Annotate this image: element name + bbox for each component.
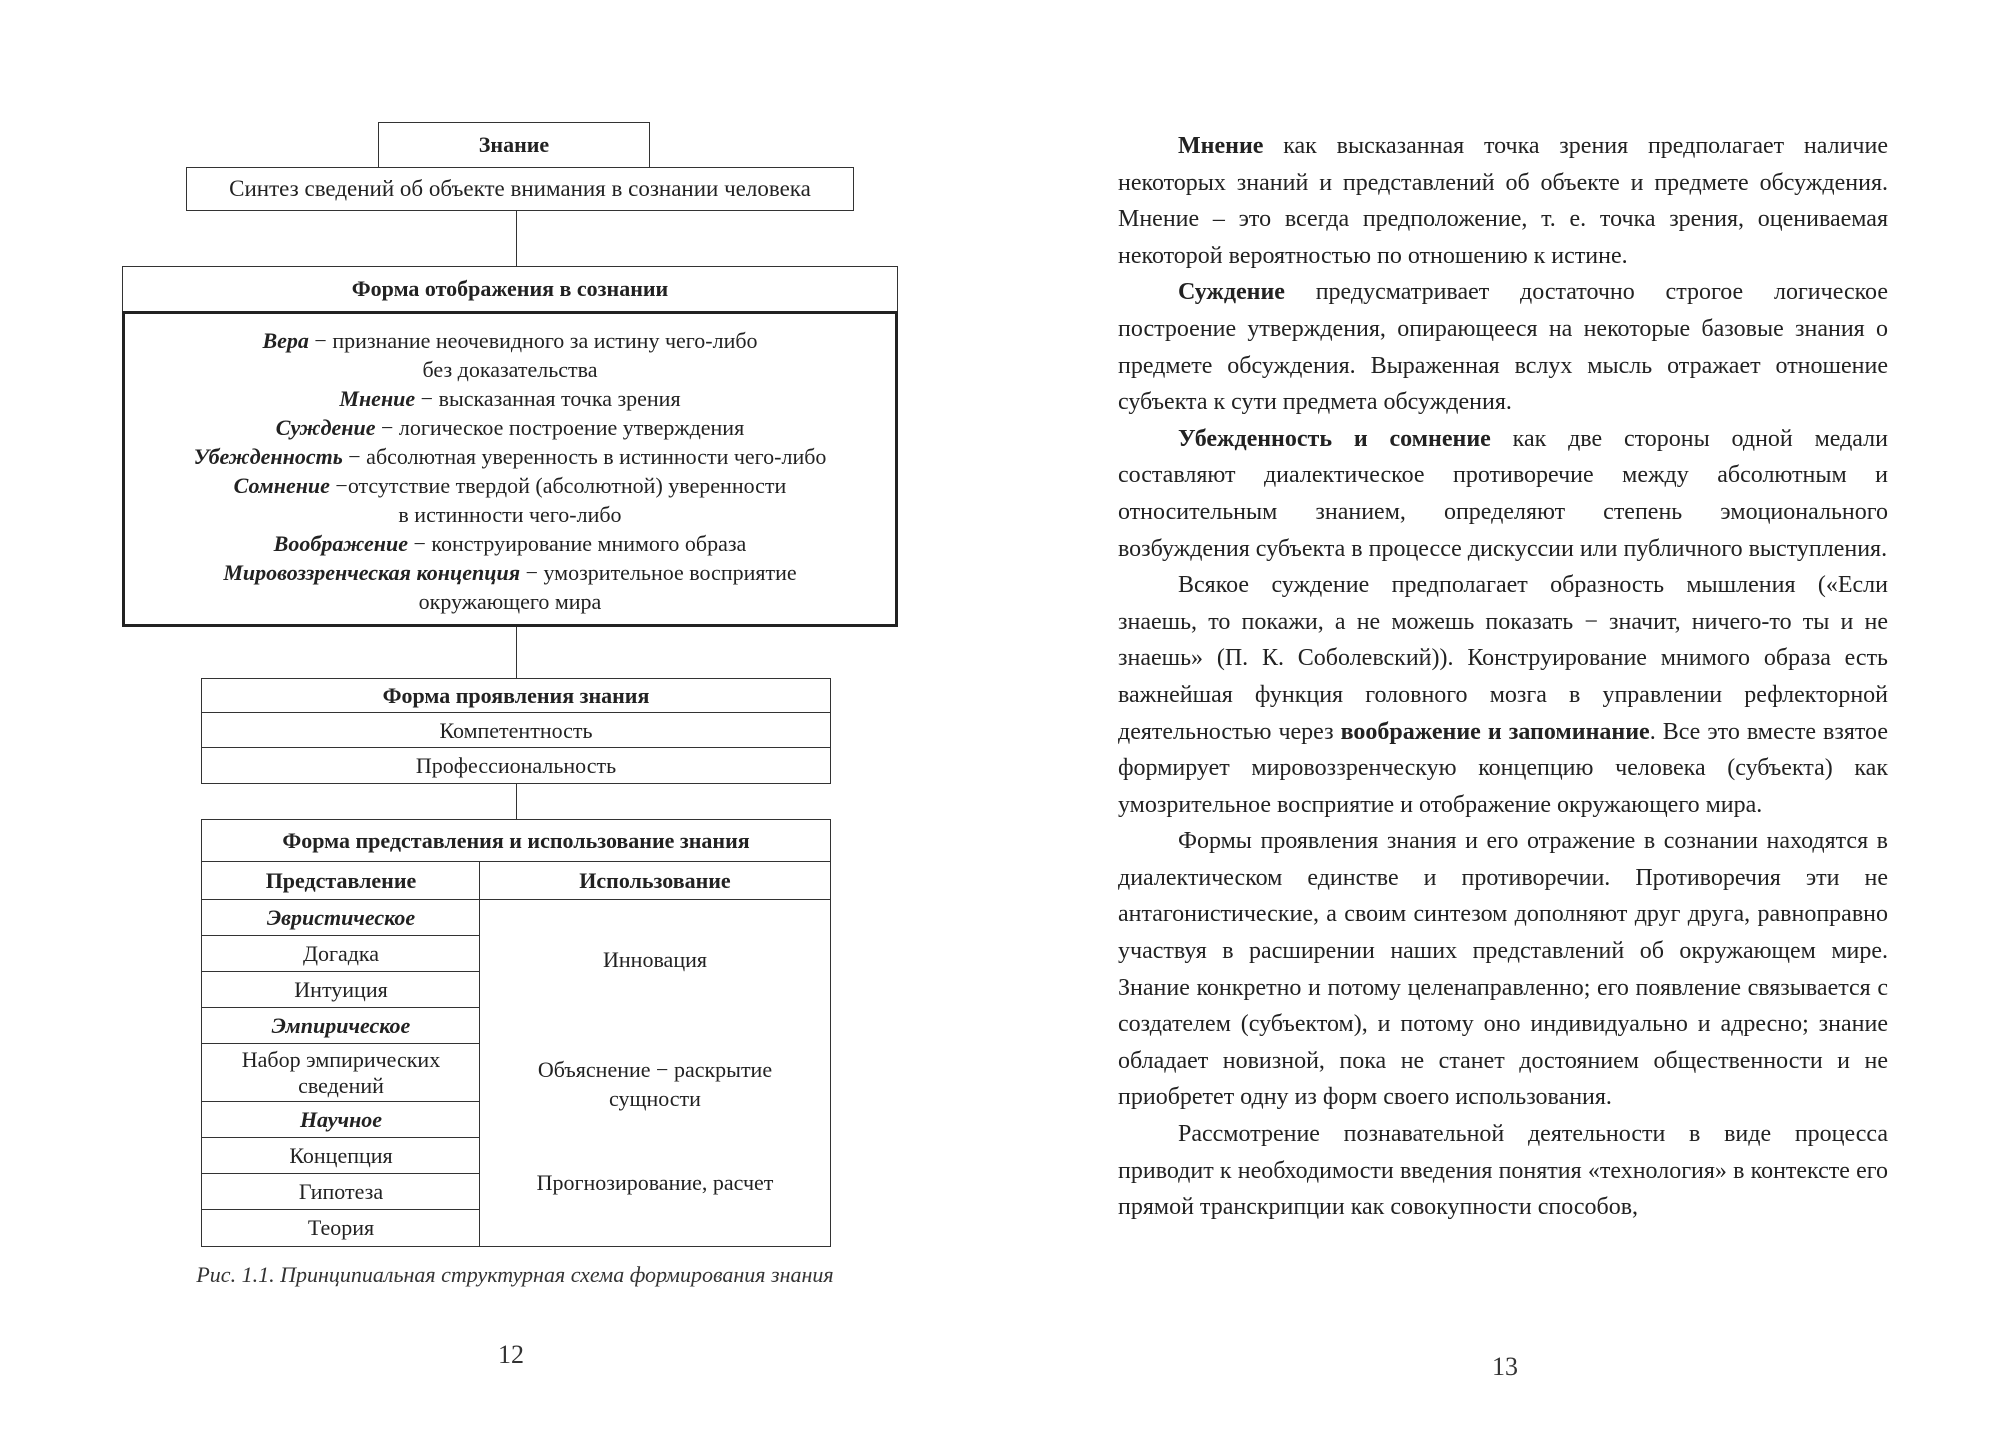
paragraph: Рассмотрение познавательной деятельности в виде процесса приводит к необходимости введения понятия «технология» в контексте его прямой транскрипции как совокупности способов, [1118,1121,1888,1221]
reflection-title-box [122,266,898,312]
usage-forecasting: Прогнозирование, расчет [536,1170,774,1195]
reflection-item: Воображение − конструирование мнимого образа [273,531,747,556]
connector-line [516,627,517,679]
figure-caption: Рис. 1.1. Принципиальная структурная схема формирования знания [196,1262,834,1287]
manifestation-row: Компетентность [201,712,831,749]
category-heuristic: Эвристическое [201,899,481,937]
reflection-title: Форма отображения в сознании [351,276,669,301]
knowledge-definition-box [186,167,854,211]
usage-innovation: Инновация [603,947,707,972]
reflection-items-box [122,311,898,627]
knowledge-definition: Синтез сведений об объекте внимания в сознании человека [229,176,811,201]
table-row: Догадка [201,935,481,973]
usage-explanation: Объяснение − раскрытие сущности [537,1057,773,1111]
page-number-left: 12 [498,1340,524,1369]
category-empirical: Эмпирическое [201,1007,481,1045]
manifestation-row: Профессиональность [201,747,831,784]
right-page-text [1118,128,1888,1226]
reflection-item: Вера − признание неочевидного за истину чего-либо [262,328,758,353]
reflection-item: Сомнение −отсутствие твердой (абсолютной) уверенности [233,473,787,498]
paragraph: Мнение как высказанная точка зрения предполагает наличие некоторых знаний и представлений об объекте и предмете обсуждения. Мнение – это всегда предположение, т. е. точка зрения, оцениваемая некоторой вероятностью по отношению к истине. [1118,133,1888,269]
table-row: Набор эмпирических сведений [201,1043,481,1103]
connector-line [516,211,517,267]
col-header-usage: Использование [479,861,831,901]
reflection-item: Мировоззренческая концепция − умозрительное восприятие [223,560,797,585]
col-header-representation: Представление [201,861,481,901]
category-scientific: Научное [201,1101,481,1139]
reflection-item-cont: без доказательства [422,357,598,382]
paragraph: Формы проявления знания и его отражение в сознании находятся в диалектическом единстве и противоречии. Противоречия эти не антагонистические, а своим синтезом дополняют друг друга, равноправно участвуя в расширении наших представлений об окружающем мире. Знание конкретно и потому целенаправленно; его появление связывается с создателем (субъектом), и потому оно индивидуально и адресно; знание обладает новизной, пока не станет достоянием общественности и не приобретет одну из форм своего использования. [1118,828,1888,1111]
table-row: Интуиция [201,971,481,1009]
paragraph: Всякое суждение предполагает образность мышления («Если знаешь, то покажи, а не можешь показать − значит, ничего-то ты и не знаешь» (П. К. Соболевский)). Конструирование мнимого образа есть важнейшая функция головного мозга в управлении рефлекторной деятельностью через воображение и запоминание. Все это вместе взятое формирует мировоззренческую концепцию человека (субъекта) как умозрительное восприятие и отображение окружающего мира. [1118,572,1888,818]
knowledge-title: Знание [478,132,550,157]
representation-title: Форма представления и использование знания [201,819,831,863]
reflection-item: Суждение − логическое построение утверждения [275,415,745,440]
paragraph: Суждение предусматривает достаточно строгое логическое построение утверждения, опирающееся на некоторые базовые знания о предмете обсуждения. Выраженная вслух мысль отражает отношение субъекта к сути предмета обсуждения. [1118,279,1888,416]
paragraph: Убежденность и сомнение как две стороны одной медали составляют диалектическое противоречие между абсолютным и относительным знанием, определяют степень эмоционального возбуждения субъекта в процессе дискуссии или публичного выступления. [1118,425,1888,562]
knowledge-title-box [378,122,650,168]
reflection-item-cont: в истинности чего-либо [398,502,622,527]
manifestation-title: Форма проявления знания [201,678,831,714]
table-row: Гипотеза [201,1173,481,1211]
reflection-item: Убежденность − абсолютная уверенность в истинности чего-либо [193,444,827,469]
table-row: Теория [201,1209,481,1247]
reflection-item: Мнение − высказанная точка зрения [339,386,681,411]
table-row: Концепция [201,1137,481,1175]
connector-line [516,784,517,820]
reflection-item-cont: окружающего мира [418,589,602,614]
page-number-right: 13 [1492,1352,1518,1381]
